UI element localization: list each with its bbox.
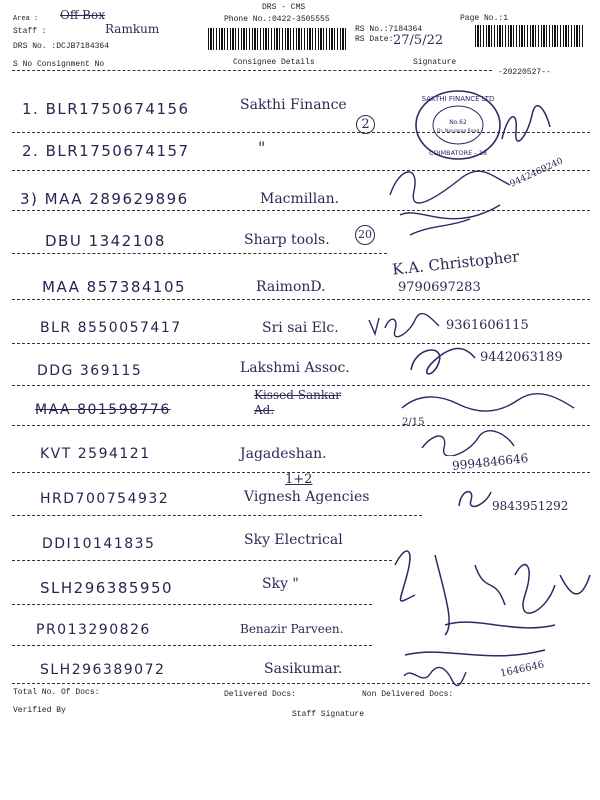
total-docs-label: Total No. Of Docs:	[13, 688, 100, 697]
receiver-note: 2/15	[402, 417, 425, 428]
row-divider	[12, 253, 387, 254]
row-divider	[12, 299, 590, 300]
consignment-number: KVT 2594121	[40, 446, 151, 462]
staff-signature-label: Staff Signature	[292, 710, 365, 719]
consignment-number: 3) MAA 289629896	[20, 190, 189, 208]
consignee-name: Jagadeshan.	[240, 446, 327, 462]
phone-note: 9843951292	[492, 499, 569, 513]
page-number: Page No.:1	[460, 14, 509, 23]
signature-scribble	[380, 155, 530, 245]
row-divider	[12, 425, 590, 426]
column-header-details: Consignee Details	[233, 58, 315, 67]
rs-date-label: RS Date:	[355, 35, 394, 44]
staff-value: Ramkum	[105, 22, 160, 36]
consignment-number: MAA 857384105	[42, 278, 187, 296]
signature-scribble	[398, 388, 578, 424]
column-header-signature: Signature	[413, 58, 457, 67]
consignment-number: DBU 1342108	[45, 232, 166, 250]
row-divider	[12, 560, 392, 561]
area-label: Area :	[13, 15, 39, 23]
consignee-name: Benazir Parveen.	[240, 622, 344, 636]
consignment-number: 1. BLR1750674156	[22, 100, 190, 118]
consignee-name: Sky "	[262, 576, 299, 592]
barcode-right	[475, 25, 585, 47]
consignee-name: Lakshmi Assoc.	[240, 360, 350, 376]
receiver-name: K.A. Christopher	[391, 247, 521, 279]
header-divider	[12, 70, 492, 71]
row-divider	[12, 515, 422, 516]
consignment-number: 2. BLR1750674157	[22, 142, 190, 160]
row-divider	[12, 645, 372, 646]
phone-note: 1646646	[499, 659, 546, 680]
consignment-number: DDI10141835	[42, 536, 156, 552]
signature-scribble	[418, 428, 518, 456]
row-divider	[12, 604, 372, 605]
consignee-name: Kissed Sankar Ad.	[254, 388, 341, 417]
date-code: -20220527--	[498, 68, 551, 77]
consignee-name: Sky Electrical	[244, 532, 343, 548]
company-stamp	[412, 88, 504, 162]
consignee-name: Vignesh Agencies	[244, 489, 370, 505]
consignee-name: "	[258, 138, 266, 157]
consignee-name: Sri sai Elc.	[262, 320, 339, 336]
drs-title: DRS - CMS	[262, 3, 306, 12]
signature-scribble	[405, 340, 480, 380]
phone-note: 9442469240	[508, 156, 565, 190]
consignee-name: Macmillan.	[260, 191, 340, 207]
staff-label: Staff :	[13, 27, 47, 36]
phone-note: 9442063189	[480, 350, 563, 365]
signature-scribble	[365, 312, 445, 338]
piece-count: 20	[355, 225, 375, 245]
phone-note: 9361606115	[446, 318, 529, 333]
signature-scribble	[400, 664, 470, 688]
consignment-number: SLH296385950	[40, 579, 174, 597]
consignee-name: RaimonD.	[256, 279, 326, 295]
row-divider	[12, 385, 590, 386]
rs-date-value: 27/5/22	[393, 33, 444, 48]
phone-note: 9790697283	[398, 280, 481, 295]
consignment-number: PR013290826	[36, 622, 151, 638]
stamp-text: No.62	[449, 119, 467, 126]
consignment-number: BLR 8550057417	[40, 320, 182, 336]
consignment-number: MAA 801598776	[35, 402, 171, 418]
phone-number: Phone No.:0422-3505555	[224, 15, 330, 24]
stamp-text: Dr. Nanjappa Road	[437, 129, 479, 134]
phone-note: 9994846646	[451, 451, 529, 473]
consignee-name: Sakthi Finance	[240, 97, 347, 113]
consignee-name: Sasikumar.	[264, 661, 343, 677]
signature-scribble	[498, 105, 554, 145]
non-delivered-docs-label: Non Delivered Docs:	[362, 690, 454, 699]
verified-by-label: Verified By	[13, 706, 66, 715]
area-value: Off Box	[60, 8, 105, 22]
consignee-name: Sharp tools.	[244, 232, 330, 248]
signature-scribble	[455, 484, 495, 510]
stamp-text: SAKTHI FINANCE LTD	[421, 95, 495, 103]
stamp-text: COIMBATORE - 18	[428, 149, 488, 157]
row-divider	[12, 343, 590, 344]
delivered-docs-label: Delivered Docs:	[224, 690, 297, 699]
column-header-consignment: S No Consignment No	[13, 60, 105, 69]
consignment-number: DDG 369115	[37, 363, 143, 379]
consignment-number: SLH296389072	[40, 662, 166, 678]
piece-count: 1+2	[285, 472, 313, 487]
consignment-number: HRD700754932	[40, 491, 170, 507]
drs-number: DRS No. :DCJB7184364	[13, 42, 110, 51]
signature-scribble	[385, 535, 600, 685]
piece-count: 2	[356, 115, 375, 134]
barcode-left	[208, 28, 348, 50]
rs-number: RS No.:7184364	[355, 25, 423, 34]
